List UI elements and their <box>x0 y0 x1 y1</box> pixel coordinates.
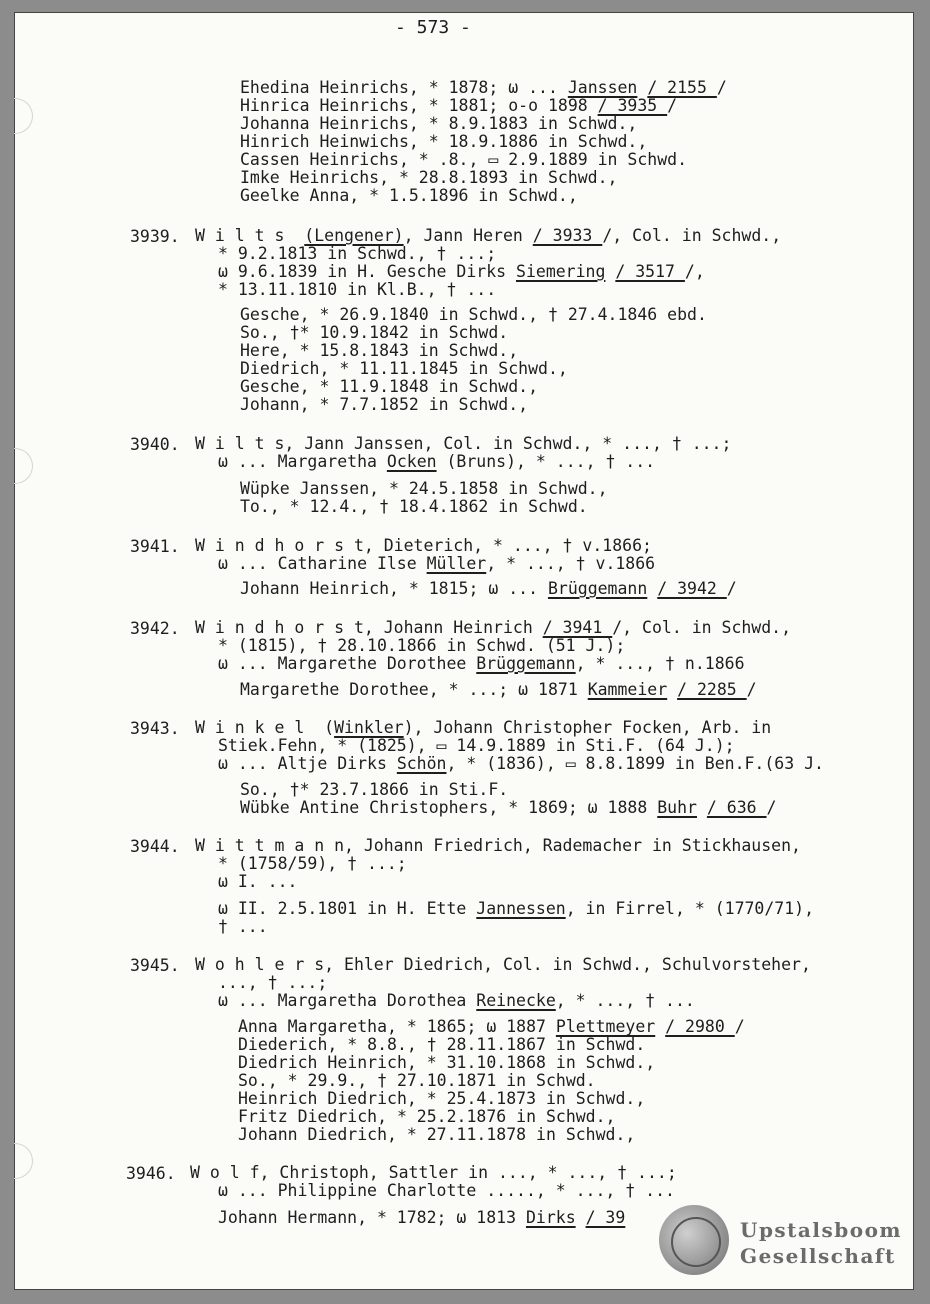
text-segment: W i n d h o r s t, Johann Heinrich <box>195 618 543 637</box>
text-segment: So., * 29.9., † 27.10.1871 in Schwd. <box>238 1071 596 1090</box>
text-segment: Imke Heinrichs, * 28.8.1893 in Schwd., <box>240 168 618 187</box>
text-segment <box>667 680 677 699</box>
text-segment: (Bruns), * ..., † ... <box>436 452 656 471</box>
underlined-segment: Reinecke <box>476 991 556 1010</box>
text-segment: Johann Heinrich, * 1815; ω ... <box>240 579 548 598</box>
page-number: - 573 - <box>395 17 471 38</box>
text-segment: ω ... Margaretha Dorothea <box>218 991 477 1010</box>
text-line <box>195 227 781 245</box>
text-segment: * (1758/59), † ...; <box>218 854 407 873</box>
text-line <box>240 799 776 817</box>
underlined-segment: (Lengener) <box>304 226 404 245</box>
text-line <box>240 378 538 396</box>
text-line <box>238 1090 645 1108</box>
text-line <box>195 837 801 855</box>
text-segment: Hinrich Heinwichs, * 18.9.1886 in Schwd., <box>240 132 648 151</box>
text-line <box>240 580 737 598</box>
watermark-line2: Gesellschaft <box>740 1244 896 1268</box>
text-line <box>218 1209 625 1227</box>
underlined-segment: / 3935 <box>597 96 668 115</box>
text-line <box>218 281 496 299</box>
text-segment: Diederich, * 8.8., † 28.11.1867 in Schwd. <box>238 1035 646 1054</box>
text-segment: Here, * 15.8.1843 in Schwd., <box>240 341 519 360</box>
text-segment: Cassen Heinrichs, * .8., ▭ 2.9.1889 in Schwd. <box>240 150 688 169</box>
entry-number: 3944. <box>130 837 180 856</box>
text-segment: ), Johann Christopher Focken, Arb. in <box>403 718 772 737</box>
text-line <box>195 537 652 555</box>
text-segment: /, Col. in Schwd., <box>602 226 782 245</box>
underlined-segment: Schön <box>396 754 447 773</box>
text-segment: ω ... Catharine Ilse <box>218 554 427 573</box>
text-line <box>240 396 528 414</box>
underlined-segment: Dirks <box>525 1208 576 1227</box>
text-line <box>218 855 407 873</box>
text-segment: /, Col. in Schwd., <box>612 618 792 637</box>
text-segment: Fritz Diedrich, * 25.2.1876 in Schwd., <box>238 1107 616 1126</box>
text-line <box>240 187 578 205</box>
entry-number: 3943. <box>130 719 180 738</box>
text-line <box>218 900 814 918</box>
underlined-segment: Ocken <box>386 452 437 471</box>
entry-number: 3939. <box>130 227 180 246</box>
watermark-line1: Upstalsboom <box>740 1218 903 1242</box>
text-line <box>218 655 745 673</box>
text-segment: Johann Diedrich, * 27.11.1878 in Schwd., <box>238 1125 636 1144</box>
text-segment: / <box>667 96 678 115</box>
text-line <box>240 133 647 151</box>
text-segment <box>655 1017 665 1036</box>
text-segment: Geelke Anna, * 1.5.1896 in Schwd., <box>240 186 578 205</box>
text-line <box>240 360 568 378</box>
text-segment: * (1815), † 28.10.1866 in Schwd. (51 J.); <box>218 636 626 655</box>
text-segment: , * ..., † n.1866 <box>575 654 745 673</box>
text-line <box>190 1164 677 1182</box>
text-line <box>238 1036 645 1054</box>
text-line <box>240 151 687 169</box>
text-segment: / <box>726 579 737 598</box>
text-segment: , * (1836), ▭ 8.8.1899 in Ben.F.(63 J. <box>446 754 824 773</box>
text-segment: Diedrich, * 11.11.1845 in Schwd., <box>240 359 568 378</box>
text-line <box>218 918 268 936</box>
text-segment: Ehedina Heinrichs, * 1878; ω ... <box>240 78 568 97</box>
punch-hole <box>14 448 33 484</box>
text-segment: * 13.11.1810 in Kl.B., † ... <box>218 280 497 299</box>
text-segment: ω II. 2.5.1801 in H. Ette <box>218 899 477 918</box>
text-segment: ω 9.6.1839 in H. Gesche Dirks <box>218 262 517 281</box>
text-segment: Johann Hermann, * 1782; ω 1813 <box>218 1208 526 1227</box>
text-segment: W o h l e r s, Ehler Diedrich, Col. in Schwd., Schulvorsteher, <box>195 955 811 974</box>
text-line <box>240 79 727 97</box>
text-segment <box>697 798 707 817</box>
underlined-segment: / 2980 <box>665 1017 735 1036</box>
text-line <box>240 781 508 799</box>
text-segment: , * ..., † ... <box>555 991 695 1010</box>
text-line <box>218 873 297 891</box>
text-line <box>238 1108 616 1126</box>
text-segment: So., †* 23.7.1866 in Sti.F. <box>240 780 509 799</box>
text-line <box>218 737 735 755</box>
punch-hole <box>14 1143 33 1179</box>
underlined-segment: Brüggemann <box>547 579 648 598</box>
text-segment: Gesche, * 26.9.1840 in Schwd., † 27.4.1846 ebd. <box>240 305 707 324</box>
text-segment: / <box>746 680 757 699</box>
text-line <box>195 619 791 637</box>
text-segment: Hinrica Heinrichs, * 1881; o-o 1898 <box>240 96 598 115</box>
entry-number: 3946. <box>126 1164 176 1183</box>
entry-number: 3940. <box>130 435 180 454</box>
text-segment: W i l t s <box>195 226 305 245</box>
text-line <box>238 1018 745 1036</box>
entry-number: 3945. <box>130 956 180 975</box>
text-segment: Anna Margaretha, * 1865; ω 1887 <box>238 1017 556 1036</box>
text-segment: , * ..., † v.1866 <box>486 554 656 573</box>
underlined-segment: Jannessen <box>476 899 566 918</box>
text-segment: W i l t s, Jann Janssen, Col. in Schwd., * ..., † ...; <box>195 434 732 453</box>
text-line <box>218 1182 675 1200</box>
text-segment: W o l f, Christoph, Sattler in ..., * ..., † ...; <box>190 1163 677 1182</box>
text-line <box>218 453 655 471</box>
text-segment: Stiek.Fehn, * (1825), ▭ 14.9.1889 in Sti.F. (64 J.); <box>218 736 735 755</box>
text-segment: ω I. ... <box>218 872 298 891</box>
underlined-segment: Janssen <box>567 78 638 97</box>
text-line <box>195 435 731 453</box>
underlined-segment: Müller <box>426 554 487 573</box>
text-line <box>240 306 707 324</box>
text-segment: W i n d h o r s t, Dieterich, * ..., † v.1866; <box>195 536 652 555</box>
text-segment: ω ... Altje Dirks <box>218 754 397 773</box>
text-segment: So., †* 10.9.1842 in Schwd. <box>240 323 509 342</box>
text-segment: Johanna Heinrichs, * 8.9.1883 in Schwd., <box>240 114 638 133</box>
text-segment: Wüpke Janssen, * 24.5.1858 in Schwd., <box>240 479 608 498</box>
text-line <box>240 115 637 133</box>
underlined-segment: / 3942 <box>657 579 727 598</box>
underlined-segment: / 636 <box>706 798 767 817</box>
text-line <box>238 1054 655 1072</box>
text-line <box>218 755 824 773</box>
text-segment: ω ... Margaretha <box>218 452 387 471</box>
entry-number: 3942. <box>130 619 180 638</box>
text-line <box>218 555 655 573</box>
underlined-segment: / 3941 <box>542 618 613 637</box>
text-segment: ..., † ...; <box>218 973 328 992</box>
text-segment: ω ... Margarethe Dorothee <box>218 654 477 673</box>
text-line <box>195 719 771 737</box>
text-line <box>195 956 811 974</box>
underlined-segment: / 39 <box>585 1208 626 1227</box>
underlined-segment: Plettmeyer <box>555 1017 656 1036</box>
underlined-segment: / 3517 <box>615 262 685 281</box>
text-segment <box>637 78 647 97</box>
text-segment: / <box>766 798 777 817</box>
text-line <box>218 263 705 281</box>
text-segment: ω ... Philippine Charlotte ....., * ..., † ... <box>218 1181 675 1200</box>
text-segment: / <box>716 78 727 97</box>
underlined-segment: Siemering <box>516 262 606 281</box>
text-segment: Diedrich Heinrich, * 31.10.1868 in Schwd., <box>238 1053 656 1072</box>
text-line <box>240 480 608 498</box>
text-line <box>240 498 588 516</box>
underlined-segment: Winkler <box>334 718 404 737</box>
underlined-segment: Kammeier <box>587 680 668 699</box>
text-line <box>240 169 618 187</box>
text-segment: /, <box>684 262 705 281</box>
text-segment: Heinrich Diedrich, * 25.4.1873 in Schwd., <box>238 1089 646 1108</box>
text-segment: Wübke Antine Christophers, * 1869; ω 1888 <box>240 798 658 817</box>
punch-hole <box>14 98 33 134</box>
text-line <box>240 681 757 699</box>
text-segment: / <box>734 1017 745 1036</box>
text-line <box>240 97 677 115</box>
text-segment: Johann, * 7.7.1852 in Schwd., <box>240 395 529 414</box>
underlined-segment: / 2155 <box>647 78 717 97</box>
underlined-segment: / 3933 <box>532 226 603 245</box>
text-line <box>218 974 327 992</box>
text-segment: , in Firrel, * (1770/71), <box>565 899 815 918</box>
entry-number: 3941. <box>130 537 180 556</box>
text-segment <box>647 579 657 598</box>
society-seal-logo <box>659 1205 729 1275</box>
text-line <box>238 1072 596 1090</box>
text-segment: * 9.2.1813 in Schwd., † ...; <box>218 244 497 263</box>
text-line <box>218 637 625 655</box>
text-segment: W i n k e l ( <box>195 718 335 737</box>
text-segment: To., * 12.4., † 18.4.1862 in Schwd. <box>240 497 588 516</box>
text-segment <box>576 1208 586 1227</box>
text-segment: , Jann Heren <box>403 226 533 245</box>
text-line <box>218 245 496 263</box>
text-line <box>238 1126 635 1144</box>
text-segment: Gesche, * 11.9.1848 in Schwd., <box>240 377 539 396</box>
underlined-segment: Buhr <box>657 798 697 817</box>
text-line <box>218 992 695 1010</box>
text-line <box>240 324 508 342</box>
text-segment <box>605 262 615 281</box>
text-line <box>240 342 518 360</box>
text-segment: † ... <box>218 917 268 936</box>
text-segment: W i t t m a n n, Johann Friedrich, Rademacher in Stickhausen, <box>195 836 801 855</box>
underlined-segment: / 2285 <box>677 680 747 699</box>
underlined-segment: Brüggemann <box>476 654 576 673</box>
text-segment: Margarethe Dorothee, * ...; ω 1871 <box>240 680 588 699</box>
